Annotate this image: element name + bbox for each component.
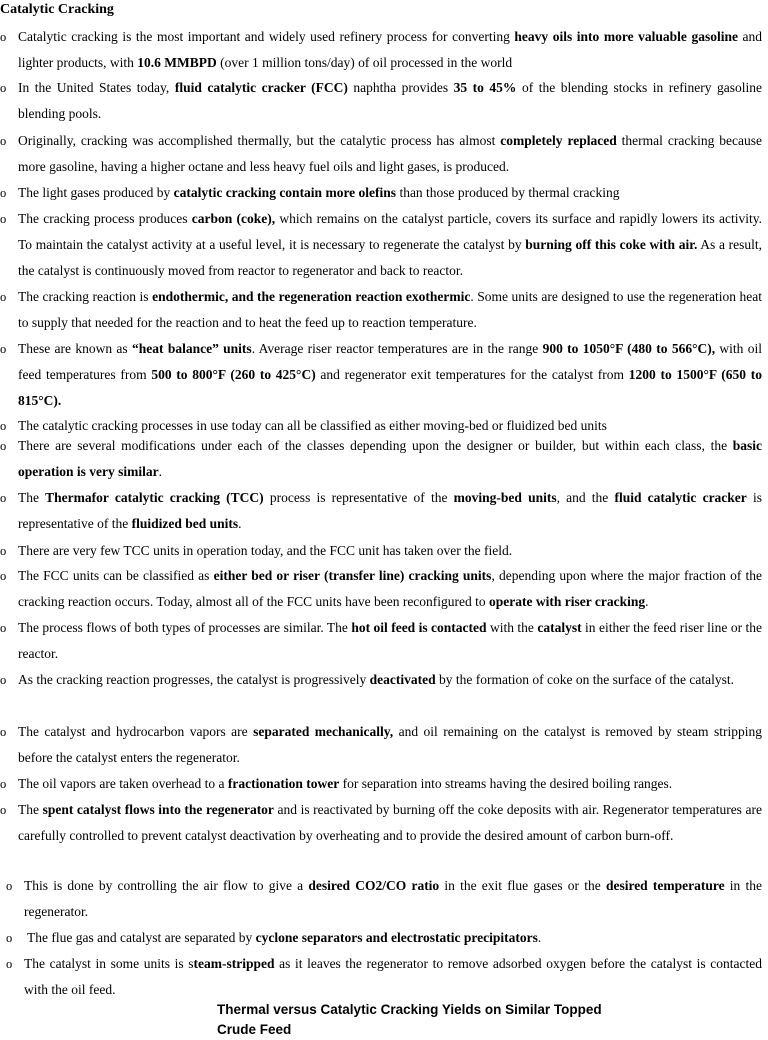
bullet-marker: o <box>0 212 7 226</box>
list-item-text: The spent catalyst flows into the regenerator and is reactivated by burning off the coke deposits with air. Regenerator temperatures are carefully controlled to prevent catalyst deactivation by overheating and to provide the desired amount of carbon burn-off. <box>18 802 762 843</box>
list-item-text: The cracking reaction is endothermic, and the regeneration reaction exothermic. Some units are designed to use the regeneration heat to supply that needed for the reaction and to heat the feed up to reaction temperature. <box>18 289 762 330</box>
bullet-marker: o <box>0 803 7 817</box>
list-item <box>0 719 762 771</box>
bullet-marker: o <box>0 439 7 453</box>
list-item-text: The process flows of both types of processes are similar. The hot oil feed is contacted with the catalyst in either the feed riser line or the reactor. <box>18 620 762 661</box>
list-item <box>0 771 762 797</box>
bullet-marker: o <box>6 957 13 971</box>
list-item <box>0 667 762 693</box>
list-item <box>0 615 762 667</box>
bullet-marker: o <box>0 186 7 200</box>
list-item-text: The catalytic cracking processes in use today can all be classified as either moving-bed or fluidized bed units <box>18 418 607 433</box>
list-item <box>0 75 762 127</box>
bullet-marker: o <box>0 81 7 95</box>
bullet-marker: o <box>0 777 7 791</box>
list-item <box>0 336 762 414</box>
bullet-marker: o <box>0 290 7 304</box>
bullet-marker: o <box>0 419 7 433</box>
list-item-text: This is done by controlling the air flow to give a desired CO2/CO ratio in the exit flue gases or the desired temperature in the regenerator. <box>24 878 762 919</box>
bullet-marker: o <box>6 931 13 945</box>
list-item-text: The Thermafor catalytic cracking (TCC) process is representative of the moving-bed units, and the fluid catalytic cracker is representative of the fluidized bed units. <box>18 490 762 531</box>
list-item <box>0 24 762 76</box>
list-item-text: The oil vapors are taken overhead to a fractionation tower for separation into streams having the desired boiling ranges. <box>18 776 673 791</box>
list-item-text: In the United States today, fluid catalytic cracker (FCC) naphtha provides 35 to 45% of the blending stocks in refinery gasoline blending pools. <box>18 80 763 121</box>
list-item-text: The cracking process produces carbon (coke), which remains on the catalyst particle, covers its surface and rapidly lowers its activity. To maintain the catalyst activity at a useful level, it is necessary to regenerate the catalyst by burning off this coke with air. As a result, the catalyst is continuously moved from reactor to regenerator and back to reactor. <box>18 211 762 278</box>
list-item <box>0 433 762 485</box>
list-item-text: Originally, cracking was accomplished thermally, but the catalytic process has almost completely replaced thermal cracking because more gasoline, having a higher octane and less heavy fuel oils and light gases, is produced. <box>18 133 762 174</box>
bullet-marker: o <box>6 879 13 893</box>
bullet-marker: o <box>0 725 7 739</box>
table-caption: Thermal versus Catalytic Cracking Yields on Similar Topped Crude Feed <box>217 1002 602 1037</box>
list-item-text: The catalyst and hydrocarbon vapors are separated mechanically, and oil remaining on the catalyst is removed by steam stripping before the catalyst enters the regenerator. <box>18 724 762 765</box>
list-item-text: Catalytic cracking is the most important and widely used refinery process for converting heavy oils into more valuable gasoline and lighter products, with 10.6 MMBPD (over 1 million tons/day) of oil processed in the world <box>18 29 763 70</box>
bullet-marker: o <box>0 134 7 148</box>
list-item-text: There are very few TCC units in operation today, and the FCC unit has taken over the field. <box>18 543 513 558</box>
list-item <box>0 128 762 180</box>
list-item-text: These are known as “heat balance” units. Average riser reactor temperatures are in the range 900 to 1050°F (480 to 566°C), with oil feed temperatures from 500 to 800°F (260 to 425°C) and regenerator exit temperatures for the catalyst from 1200 to 1500°F (650 to 815°C). <box>18 341 763 408</box>
bullet-marker: o <box>0 491 7 505</box>
list-item <box>0 180 762 206</box>
page-title: Catalytic Cracking <box>0 2 114 17</box>
bullet-marker: o <box>0 569 7 583</box>
bullet-marker: o <box>0 544 7 558</box>
list-item <box>0 284 762 336</box>
bullet-marker: o <box>0 342 7 356</box>
list-item-text: The FCC units can be classified as either bed or riser (transfer line) cracking units, depending upon where the major fraction of the cracking reaction occurs. Today, almost all of the FCC units have been reconfigured to operate with riser cracking. <box>18 568 763 609</box>
list-item-text: There are several modifications under each of the classes depending upon the designer or builder, but within each class, the basic operation is very similar. <box>18 438 762 479</box>
list-item <box>0 538 762 564</box>
list-item <box>0 951 762 1003</box>
list-item <box>0 563 762 615</box>
list-item <box>0 797 762 849</box>
list-item-text: The light gases produced by catalytic cracking contain more olefins than those produced by thermal cracking <box>18 185 620 200</box>
list-item <box>0 873 762 925</box>
bullet-marker: o <box>0 30 7 44</box>
list-item-text: The flue gas and catalyst are separated by cyclone separators and electrostatic precipitators. <box>27 930 542 945</box>
bullet-marker: o <box>0 673 7 687</box>
list-item-text: The catalyst in some units is steam-stripped as it leaves the regenerator to remove adsorbed oxygen before the catalyst is contacted with the oil feed. <box>24 956 762 997</box>
list-item <box>0 925 762 951</box>
list-item <box>0 485 762 537</box>
list-item <box>0 206 762 284</box>
bullet-marker: o <box>0 621 7 635</box>
list-item-text: As the cracking reaction progresses, the catalyst is progressively deactivated by the formation of coke on the surface of the catalyst. <box>18 672 735 687</box>
